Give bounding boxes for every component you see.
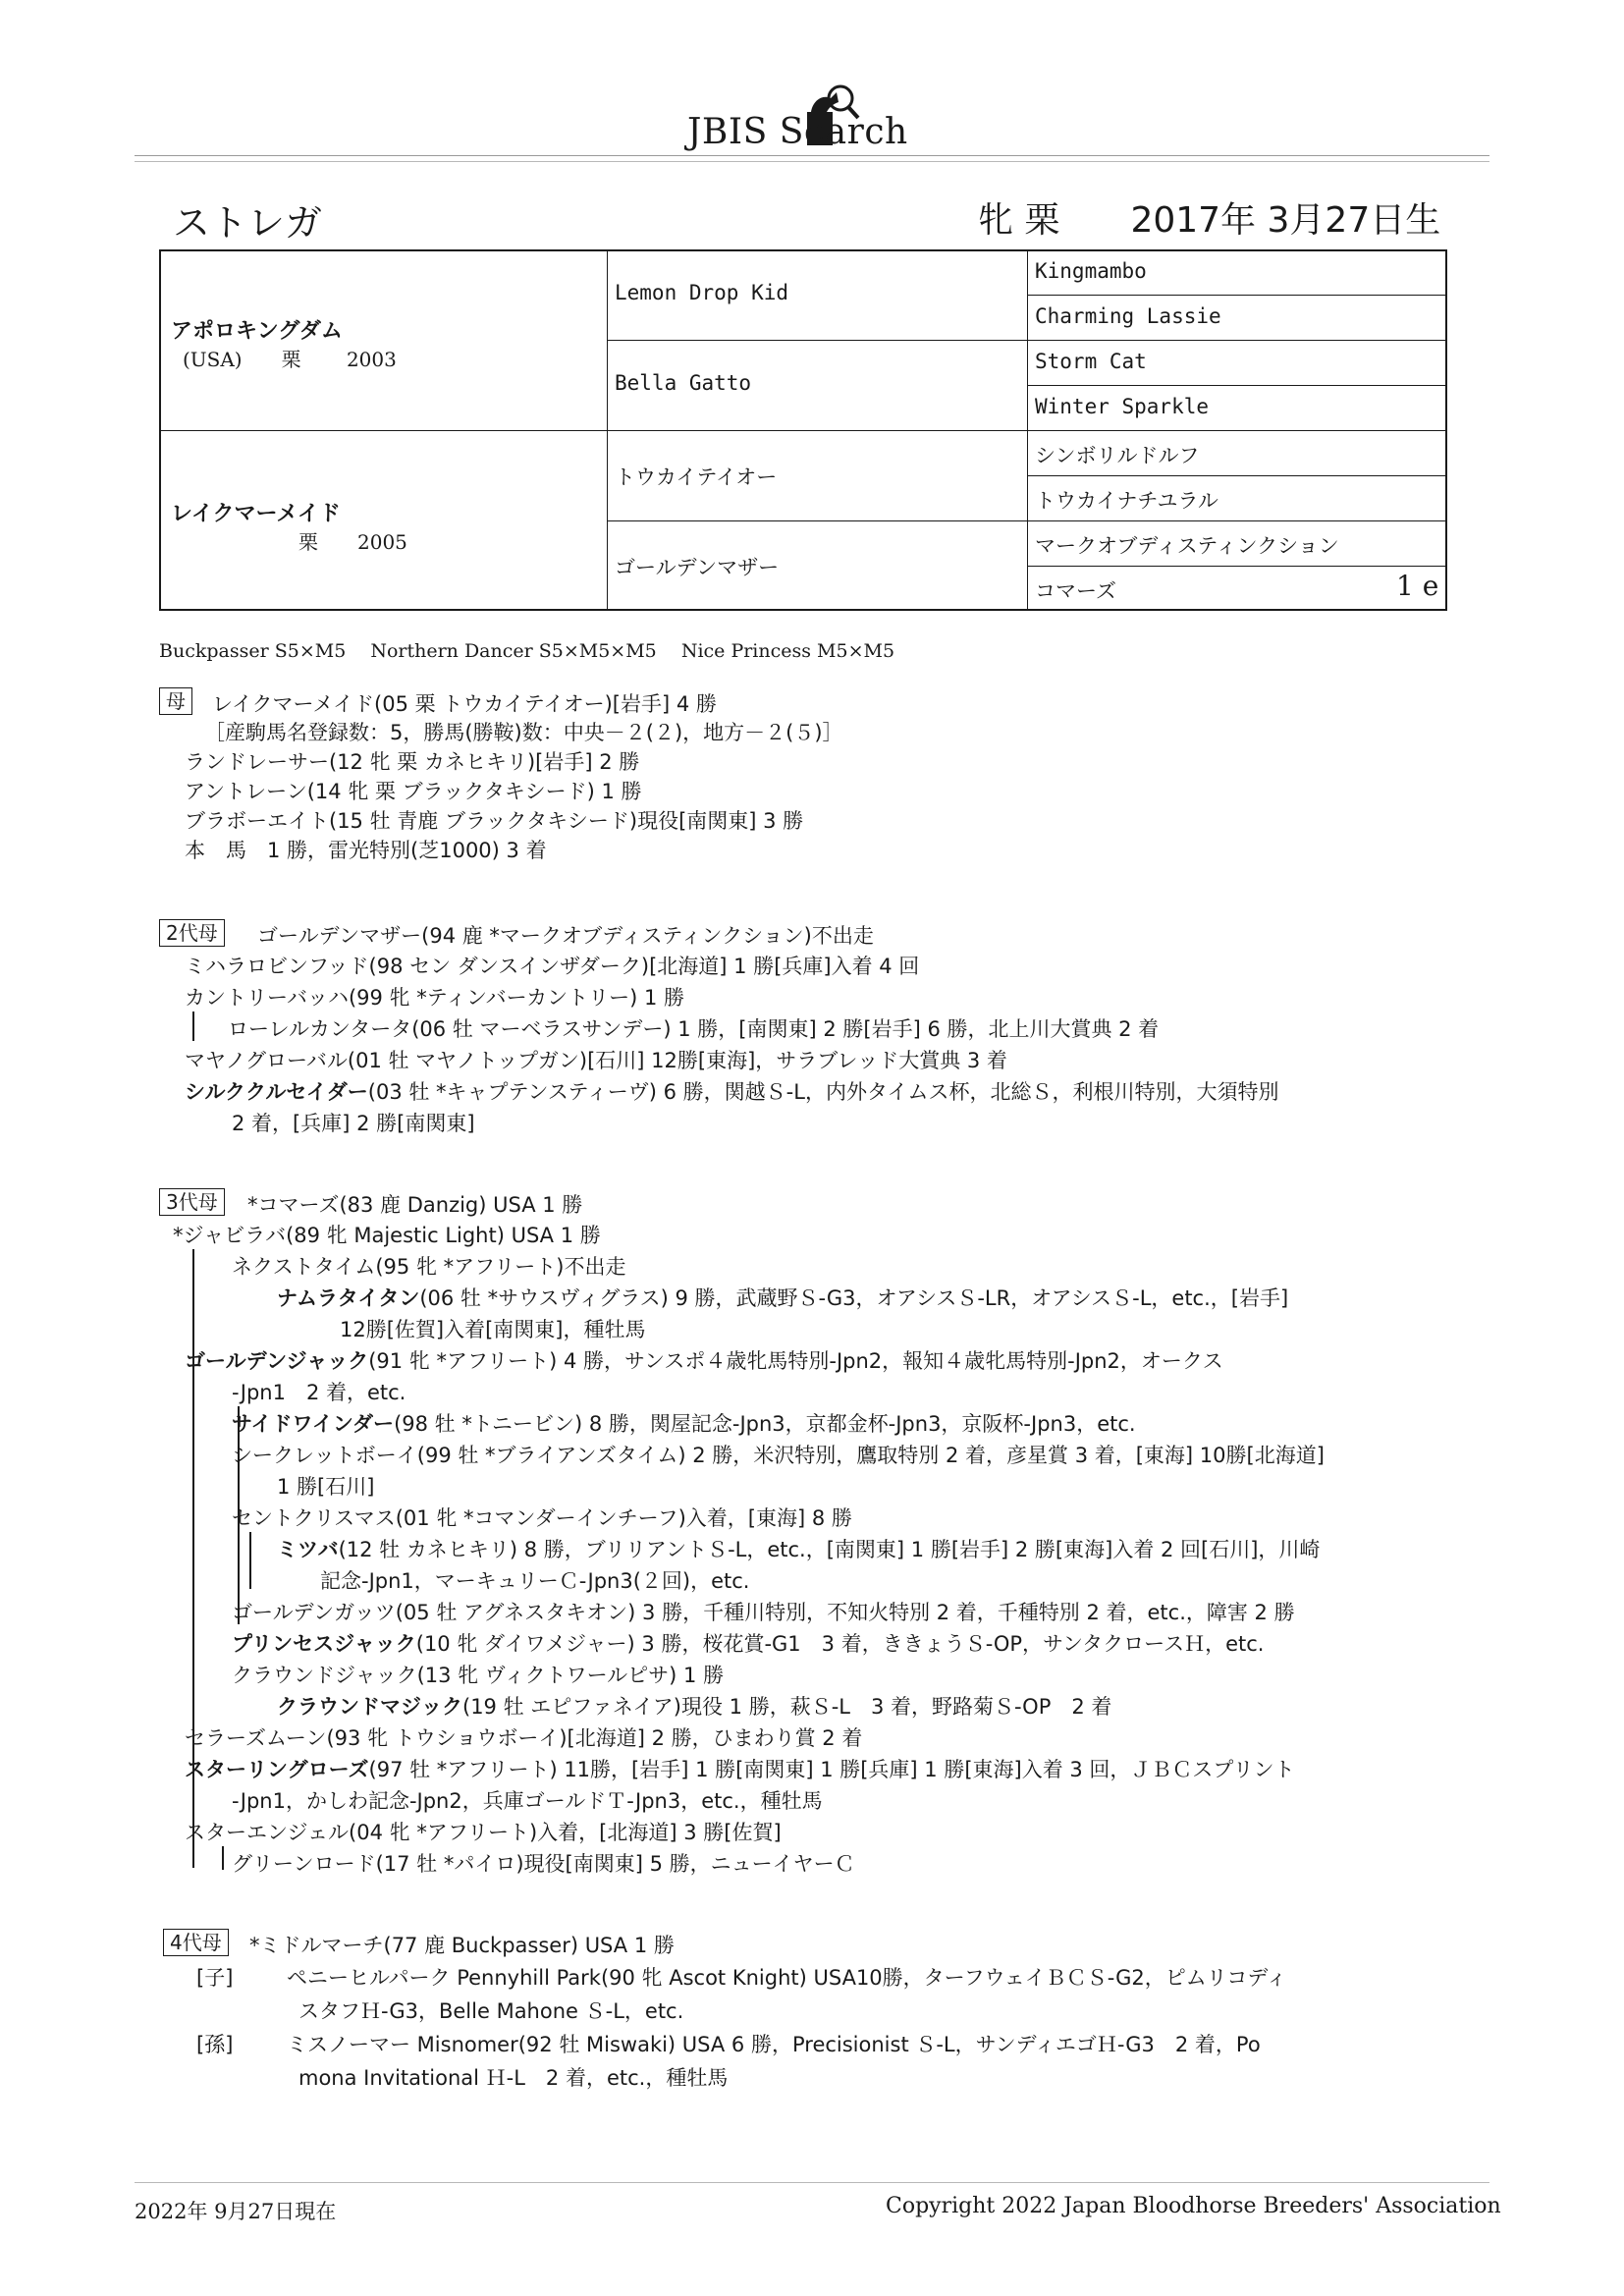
- section-tag-second-dam: 2代母: [159, 919, 225, 947]
- inbreeding-summary: Buckpasser S5×M5 Northern Dancer S5×M5×M5 Nice Princess M5×M5: [159, 640, 895, 662]
- header-rule-secondary: [135, 161, 1489, 162]
- pedigree-gen3-cell: トウカイナチユラル: [1035, 489, 1218, 513]
- offspring-marker: [子]: [196, 1966, 234, 1990]
- pedigree-gen3-cell: マークオブディスティンクション: [1035, 534, 1339, 558]
- row-divider: [1027, 385, 1447, 386]
- third-dam-line: ゴールデンジャック(91 牝 *アフリート) 4 勝，サンスポ４歳牝馬特別-Jpn2，報知４歳牝馬特別-Jpn2，オークス: [185, 1349, 1223, 1373]
- dam-line: ブラボーエイト(15 牡 青鹿 ブラックタキシード)現役[南関東] 3 勝: [185, 809, 804, 833]
- pedigree-gen3-cell: Charming Lassie: [1035, 304, 1221, 328]
- second-dam-line: 2 着，[兵庫] 2 勝[南関東]: [232, 1112, 475, 1135]
- second-dam-line: シルククルセイダー(03 牡 *キャプテンスティーヴ) 6 勝，関越Ｓ-L，内外タイムス杯，北総Ｓ，利根川特別，大須特別: [185, 1080, 1279, 1104]
- third-dam-line: グリーンロード(17 牡 *パイロ)現役[南関東] 5 勝，ニューイヤーＣ: [232, 1852, 855, 1876]
- row-divider: [607, 340, 1447, 341]
- pedigree-gen3-cell: シンボリルドルフ: [1035, 444, 1200, 467]
- dam-detail: 栗 2005: [298, 530, 407, 554]
- third-dam-line: -Jpn1，かしわ記念-Jpn2，兵庫ゴールドＴ-Jpn3，etc.，種牡馬: [232, 1789, 823, 1813]
- fourth-dam-line: ペニーヒルパーク Pennyhill Park(90 牝 Ascot Knight) USA10勝，ターフウェイＢＣＳ-G2，ピムリコディ: [287, 1966, 1287, 1990]
- header-rule: [135, 155, 1489, 156]
- sire-detail: (USA) 栗 2003: [183, 348, 397, 371]
- third-dam-line: ゴールデンガッツ(05 牡 アグネスタキオン) 3 勝，千種川特別，不知火特別 2 着，千種特別 2 着，etc.，障害 2 勝: [232, 1601, 1295, 1624]
- dam-line: アントレーン(14 牝 栗 ブラックタキシード) 1 勝: [185, 780, 642, 803]
- section-tag-dam: 母: [159, 687, 192, 715]
- third-dam-line: 記念-Jpn1，マーキュリーＣ-Jpn3(２回)，etc.: [320, 1569, 750, 1593]
- third-dam-line: 12勝[佐賀]入着[南関東]，種牡馬: [340, 1318, 646, 1341]
- third-dam-line: プリンセスジャック(10 牝 ダイワメジャー) 3 勝，桜花賞-G1 3 着，ききょうＳ-OP，サンタクロースＨ，etc.: [232, 1632, 1265, 1656]
- lineage-bar: [222, 1846, 224, 1870]
- row-divider: [161, 430, 1447, 431]
- pedigree-gen2-cell: Lemon Drop Kid: [615, 281, 789, 304]
- row-divider: [1027, 475, 1447, 476]
- lineage-bar: [249, 1532, 251, 1589]
- second-dam-line: ゴールデンマザー(94 鹿 *マークオブディスティンクション)不出走: [257, 924, 874, 948]
- third-dam-line: ナムラタイタン(06 牡 *サウスヴィグラス) 9 勝，武蔵野Ｓ-G3，オアシスＳ-LR，オアシスＳ-L，etc.，[岩手]: [277, 1286, 1289, 1310]
- second-dam-line: ローレルカンタータ(06 牡 マーベラスサンデー) 1 勝，[南関東] 2 勝[岩手] 6 勝，北上川大賞典 2 着: [228, 1017, 1160, 1041]
- pedigree-gen2-cell: ゴールデンマザー: [615, 556, 780, 579]
- second-dam-line: ミハラロビンフッド(98 セン ダンスインザダーク)[北海道] 1 勝[兵庫]入着 4 回: [185, 955, 920, 978]
- dam-name: レイクマーメイド: [171, 502, 341, 526]
- dam-line: レイクマーメイド(05 栗 トウカイテイオー)[岩手] 4 勝: [212, 692, 717, 716]
- third-dam-line: ミツバ(12 牡 カネヒキリ) 8 勝，ブリリアントＳ-L，etc.，[南関東] 1 勝[岩手] 2 勝[東海]入着 2 回[石川]，川崎: [277, 1538, 1321, 1561]
- dam-line: ランドレーサー(12 牝 栗 カネヒキリ)[岩手] 2 勝: [185, 750, 640, 774]
- second-dam-line: カントリーバッハ(99 牝 *ティンバーカントリー) 1 勝: [185, 986, 685, 1010]
- third-dam-line: スターリングローズ(97 牡 *アフリート) 11勝，[岩手] 1 勝[南関東] 1 勝[兵庫] 1 勝[東海]入着 3 回，ＪＢＣスプリント: [185, 1758, 1295, 1781]
- logo-text: JBIS Search: [687, 112, 908, 152]
- section-tag-third-dam: 3代母: [159, 1188, 225, 1216]
- dam-line: 本 馬 1 勝，雷光特別(芝1000) 3 着: [185, 839, 547, 862]
- copyright-notice: Copyright 2022 Japan Bloodhorse Breeders' Association: [886, 2194, 1501, 2218]
- third-dam-line: セラーズムーン(93 牝 トウショウボーイ)[北海道] 2 勝，ひまわり賞 2 着: [185, 1726, 863, 1750]
- pedigree-table: [159, 249, 1447, 611]
- horse-name: ストレガ: [173, 201, 323, 245]
- third-dam-line: シークレットボーイ(99 牡 *ブライアンズタイム) 2 勝，米沢特別，鷹取特別 2 着，彦星賞 3 着，[東海] 10勝[北海道]: [232, 1444, 1325, 1467]
- row-divider: [607, 520, 1447, 521]
- lineage-bar: [192, 1011, 194, 1041]
- horse-sex-color-birthdate: 牝 栗 2017年 3月27日生: [978, 200, 1441, 241]
- third-dam-line: クラウンドジャック(13 牝 ヴィクトワールピサ) 1 勝: [232, 1664, 725, 1687]
- second-dam-line: マヤノグローバル(01 牡 マヤノトップガン)[石川] 12勝[東海]，サラブレッド大賞典 3 着: [185, 1049, 1007, 1072]
- third-dam-line: ネクストタイム(95 牝 *アフリート)不出走: [232, 1255, 626, 1279]
- row-divider: [1027, 295, 1447, 296]
- third-dam-line: *ジャビラバ(89 牝 Majestic Light) USA 1 勝: [173, 1224, 601, 1247]
- pedigree-gen3-cell: Kingmambo: [1035, 259, 1147, 283]
- jbis-search-logo: [687, 71, 943, 159]
- fourth-dam-line: mona Invitational Ｈ-L 2 着，etc.，種牡馬: [298, 2066, 729, 2090]
- fourth-dam-line: ミスノーマー Misnomer(92 牡 Miswaki) USA 6 勝，Precisionist Ｓ-L，サンディエゴＨ-G3 2 着，Po: [287, 2033, 1261, 2056]
- pedigree-gen3-cell: Storm Cat: [1035, 350, 1147, 373]
- third-dam-line: 1 勝[石川]: [277, 1475, 375, 1499]
- footer-rule: [135, 2182, 1489, 2183]
- family-number: 1 e: [1396, 570, 1439, 602]
- pedigree-gen2-cell: Bella Gatto: [615, 371, 752, 395]
- section-tag-fourth-dam: 4代母: [163, 1929, 229, 1956]
- third-dam-line: サイドワインダー(98 牡 *トニービン) 8 勝，関屋記念-Jpn3，京都金杯-Jpn3，京阪杯-Jpn3，etc.: [232, 1412, 1136, 1436]
- sire-name: アポロキングダム: [171, 319, 343, 344]
- third-dam-line: -Jpn1 2 着，etc.: [232, 1381, 406, 1404]
- grandchild-marker: [孫]: [196, 2033, 234, 2056]
- as-of-date: 2022年 9月27日現在: [135, 2200, 337, 2223]
- dam-line: ［産駒馬名登録数：5，勝馬(勝鞍)数：中央－２(２)，地方－２(５)］: [204, 721, 843, 744]
- third-dam-line: スターエンジェル(04 牝 *アフリート)入着，[北海道] 3 勝[佐賀]: [185, 1821, 782, 1844]
- fourth-dam-line: *ミドルマーチ(77 鹿 Buckpasser) USA 1 勝: [249, 1934, 675, 1957]
- third-dam-line: セントクリスマス(01 牝 *コマンダーインチーフ)入着，[東海] 8 勝: [232, 1506, 852, 1530]
- pedigree-gen3-cell: コマーズ: [1035, 579, 1116, 603]
- pedigree-gen2-cell: トウカイテイオー: [615, 465, 778, 489]
- third-dam-line: *コマーズ(83 鹿 Danzig) USA 1 勝: [247, 1193, 583, 1217]
- row-divider: [1027, 566, 1447, 567]
- fourth-dam-line: スタフＨ-G3，Belle Mahone Ｓ-L，etc.: [298, 1999, 684, 2023]
- pedigree-gen3-cell: Winter Sparkle: [1035, 395, 1210, 418]
- third-dam-line: クラウンドマジック(19 牡 エピファネイア)現役 1 勝，萩Ｓ-L 3 着，野路菊Ｓ-OP 2 着: [277, 1695, 1112, 1719]
